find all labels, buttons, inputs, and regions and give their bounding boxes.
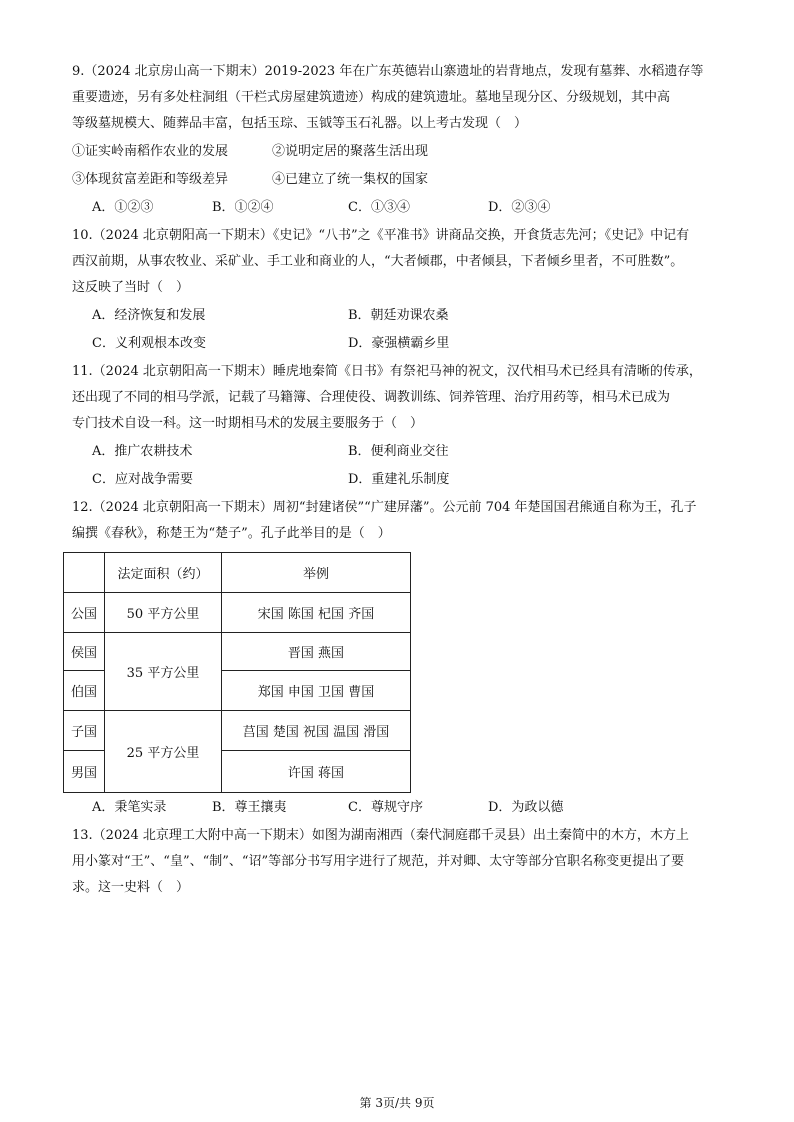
table-header-cell — [64, 553, 105, 593]
q9-statement-2: ②说明定居的聚落生活出现 — [272, 144, 429, 159]
q11-option-c: C．应对战争需要 — [92, 472, 193, 487]
table-cell-examples: 宋国 陈国 杞国 齐国 — [222, 593, 411, 633]
page-footer: 第 3页/共 9页 — [359, 1096, 435, 1110]
q12-option-b: B．尊王攘夷 — [212, 800, 287, 815]
q9-statement-4: ④已建立了统一集权的国家 — [272, 172, 429, 187]
table-cell-examples: 郑国 申国 卫国 曹国 — [222, 671, 411, 711]
table-row — [64, 711, 411, 751]
table-cell-rank: 伯国 — [64, 671, 105, 711]
table-cell-examples: 莒国 楚国 祝国 温国 滑国 — [222, 711, 411, 751]
q13-line-3: 求。这一史料（ ） — [72, 880, 190, 895]
q11-line-2: 还出现了不同的相马学派，记载了马籍簿、合理使役、调教训练、饲养管理、治疗用药等，相马术已成为 — [72, 390, 671, 405]
q12-option-d: D．为政以德 — [488, 800, 564, 815]
table-header-cell: 法定面积（约） — [105, 553, 222, 593]
q9-line-1: 9.（2024 北京房山高一下期末）2019-2023 年在广东英德岩山寨遗址的岩背地点，发现有墓葬、水稻遗存等 — [72, 64, 704, 79]
q12-line-2: 编撰《春秋》，称楚王为“楚子”。孔子此举目的是（ ） — [72, 526, 391, 541]
q10-option-c: C．义利观根本改变 — [92, 336, 206, 351]
q11-option-b: B．便利商业交往 — [348, 444, 449, 459]
q10-option-b: B．朝廷劝课农桑 — [348, 308, 449, 323]
table-cell-examples: 晋国 燕国 — [222, 633, 411, 671]
q12-option-a: A．秉笔实录 — [92, 800, 167, 815]
q11-option-d: D．重建礼乐制度 — [348, 472, 450, 487]
q9-option-a: A．①②③ — [92, 200, 154, 215]
q10-option-d: D．豪强横霸乡里 — [348, 336, 450, 351]
q10-line-3: 这反映了当时（ ） — [72, 280, 190, 295]
q9-option-d: D．②③④ — [488, 200, 551, 215]
q12-line-1: 12.（2024 北京朝阳高一下期末）周初“封建诸侯”“广建屏藩”。公元前 704 年楚国国君熊通自称为王，孔子 — [72, 500, 697, 515]
table-row — [64, 593, 411, 633]
q10-line-2: 西汉前期，从事农牧业、采矿业、手工业和商业的人，“大者倾郡，中者倾县，下者倾乡里者，不可胜数”。 — [72, 254, 684, 269]
q9-line-3: 等级墓规模大、随葬品丰富，包括玉琮、玉钺等玉石礼器。以上考古发现（ ） — [72, 116, 528, 131]
table-cell-rank: 公国 — [64, 593, 105, 633]
q10-line-1: 10.（2024 北京朝阳高一下期末）《史记》“八书”之《平准书》讲商品交换，开食货志先河；《史记》中记有 — [72, 228, 690, 243]
table-cell-examples: 许国 蒋国 — [222, 751, 411, 793]
q9-option-c: C．①③④ — [348, 200, 410, 215]
table-header-cell: 举例 — [222, 553, 411, 593]
table-cell-rank: 男国 — [64, 751, 105, 793]
q10-option-a: A．经济恢复和发展 — [92, 308, 206, 323]
table-row — [64, 633, 411, 671]
table-cell-area: 25 平方公里 — [105, 711, 222, 793]
table-cell-area: 35 平方公里 — [105, 633, 222, 711]
q12-option-c: C．尊规守序 — [348, 800, 423, 815]
q9-statement-3: ③体现贫富差距和等级差异 — [72, 172, 229, 187]
table-cell-area: 50 平方公里 — [105, 593, 222, 633]
q11-line-3: 专门技术自设一科。这一时期相马术的发展主要服务于（ ） — [72, 416, 424, 431]
q11-option-a: A．推广农耕技术 — [92, 444, 193, 459]
q13-line-2: 用小篆对“王”、“皇”、“制”、“诏”等部分书写用字进行了规范，并对卿、太守等部分官职名称变更提出了要 — [72, 854, 685, 869]
enfeoffment-table — [63, 552, 411, 793]
q9-statement-1: ①证实岭南稻作农业的发展 — [72, 144, 229, 159]
q9-line-2: 重要遗迹，另有多处柱洞组（干栏式房屋建筑遗迹）构成的建筑遗址。墓地呈现分区、分级规划，其中高 — [72, 90, 671, 105]
q9-option-b: B．①②④ — [212, 200, 274, 215]
table-header-row — [64, 553, 411, 593]
q13-line-1: 13.（2024 北京理工大附中高一下期末）如图为湖南湘西（秦代洞庭郡千灵县）出土秦简中的木方，木方上 — [72, 828, 689, 843]
table-cell-rank: 侯国 — [64, 633, 105, 671]
table-cell-rank: 子国 — [64, 711, 105, 751]
q11-line-1: 11.（2024 北京朝阳高一下期末）睡虎地秦简《日书》有祭祀马神的祝文，汉代相马术已经具有清晰的传承， — [72, 364, 702, 379]
